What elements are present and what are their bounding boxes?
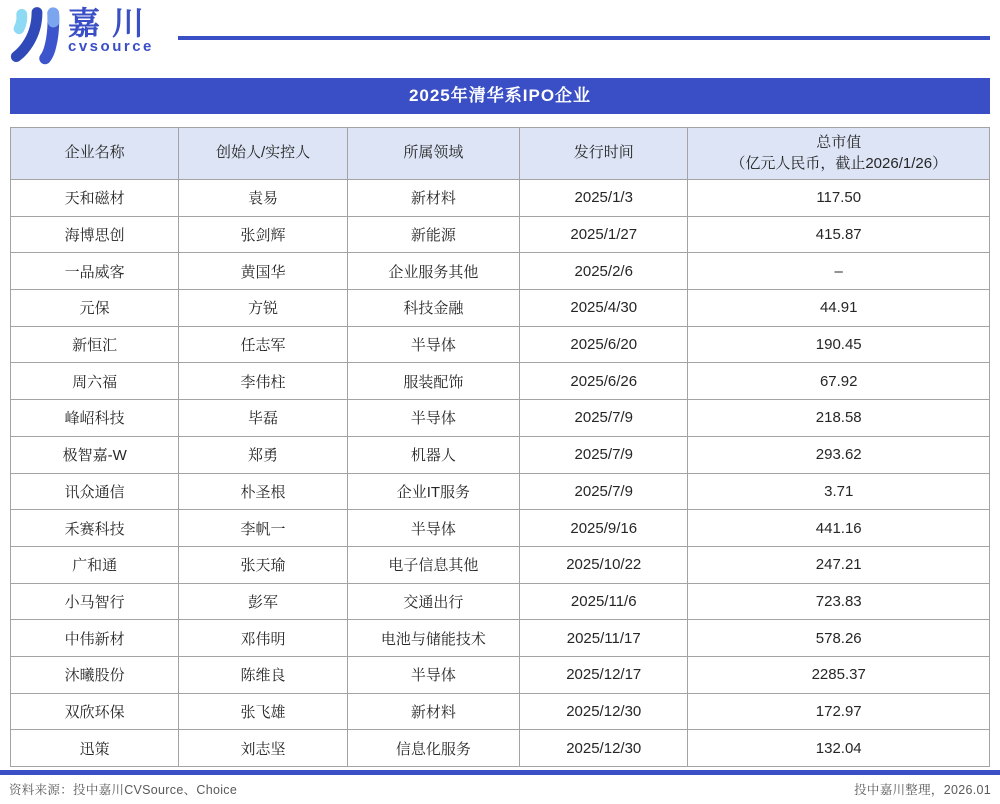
table-cell: 半导体 <box>347 326 519 363</box>
table-cell: 峰岹科技 <box>11 400 179 437</box>
table-cell: 172.97 <box>688 693 990 730</box>
col-header-company: 企业名称 <box>11 128 179 180</box>
table-cell: 2025/7/9 <box>520 473 688 510</box>
table-cell: 袁易 <box>179 180 347 217</box>
table-cell: 迅策 <box>11 730 179 767</box>
table-cell: 441.16 <box>688 510 990 547</box>
brand-header <box>0 0 1000 78</box>
table-cell: 2025/12/30 <box>520 693 688 730</box>
table-cell: 元保 <box>11 290 179 327</box>
table-row <box>11 620 990 657</box>
cvsource-logo-icon <box>10 5 64 65</box>
market-cap-header-line1: 总市值 <box>816 134 862 152</box>
table-cell: 黄国华 <box>179 253 347 290</box>
table-cell: 李帆一 <box>179 510 347 547</box>
table-cell: 293.62 <box>688 436 990 473</box>
table-cell: 2025/1/3 <box>520 180 688 217</box>
table-cell: 2025/6/20 <box>520 326 688 363</box>
table-cell: 578.26 <box>688 620 990 657</box>
table-row <box>11 583 990 620</box>
table-row <box>11 473 990 510</box>
table-cell: 企业IT服务 <box>347 473 519 510</box>
table-row <box>11 510 990 547</box>
col-header-ipo-date: 发行时间 <box>520 128 688 180</box>
table-cell: 小马智行 <box>11 583 179 620</box>
table-cell: 刘志坚 <box>179 730 347 767</box>
table-cell: 天和磁材 <box>11 180 179 217</box>
table-cell: 企业服务其他 <box>347 253 519 290</box>
table-row <box>11 730 990 767</box>
market-cap-header-line2: （亿元人民币，截止2026/1/26） <box>730 154 948 172</box>
table-cell: 2025/9/16 <box>520 510 688 547</box>
table-row <box>11 546 990 583</box>
table-cell: 半导体 <box>347 510 519 547</box>
logo-en-text: cvsource <box>68 37 154 55</box>
table-cell: 周六福 <box>11 363 179 400</box>
table-cell: 新能源 <box>347 216 519 253</box>
table-cell: 张剑辉 <box>179 216 347 253</box>
table-cell: 2025/11/6 <box>520 583 688 620</box>
table-cell: 415.87 <box>688 216 990 253</box>
table-header <box>11 128 990 180</box>
table-cell: 科技金融 <box>347 290 519 327</box>
table-body <box>11 180 990 767</box>
table-cell: 双欣环保 <box>11 693 179 730</box>
footer <box>0 775 1000 798</box>
col-header-market-cap <box>688 128 990 180</box>
table-cell: 2025/7/9 <box>520 400 688 437</box>
table-cell: 极智嘉-W <box>11 436 179 473</box>
table-cell: 张飞雄 <box>179 693 347 730</box>
cvsource-logo <box>10 5 156 65</box>
table-cell: 禾赛科技 <box>11 510 179 547</box>
data-source-note: 资料来源：投中嘉川CVSource、Choice <box>9 783 238 797</box>
table-row <box>11 216 990 253</box>
table-cell: 723.83 <box>688 583 990 620</box>
table-cell: 新材料 <box>347 180 519 217</box>
table-row <box>11 253 990 290</box>
table-cell: 毕磊 <box>179 400 347 437</box>
table-cell: 方锐 <box>179 290 347 327</box>
table-row <box>11 290 990 327</box>
ipo-table <box>10 127 990 767</box>
col-header-sector: 所属领域 <box>347 128 519 180</box>
table-cell: 2025/12/30 <box>520 730 688 767</box>
table-cell: 机器人 <box>347 436 519 473</box>
table-row <box>11 436 990 473</box>
table-cell: 彭军 <box>179 583 347 620</box>
table-cell: 中伟新材 <box>11 620 179 657</box>
credit-note: 投中嘉川整理，2026.01 <box>854 783 991 797</box>
table-cell: 3.71 <box>688 473 990 510</box>
table-cell: 广和通 <box>11 546 179 583</box>
logo-cn-text: 嘉川 <box>68 5 157 41</box>
logo-text-block <box>68 5 156 55</box>
table-cell: 2025/1/27 <box>520 216 688 253</box>
table-cell: 2025/6/26 <box>520 363 688 400</box>
table-cell: – <box>688 253 990 290</box>
table-cell: 沐曦股份 <box>11 656 179 693</box>
table-cell: 朴圣根 <box>179 473 347 510</box>
table-cell: 218.58 <box>688 400 990 437</box>
table-cell: 132.04 <box>688 730 990 767</box>
table-cell: 电子信息其他 <box>347 546 519 583</box>
table-row <box>11 326 990 363</box>
table-cell: 67.92 <box>688 363 990 400</box>
table-cell: 张天瑜 <box>179 546 347 583</box>
table-cell: 2025/7/9 <box>520 436 688 473</box>
table-cell: 郑勇 <box>179 436 347 473</box>
table-cell: 任志军 <box>179 326 347 363</box>
table-cell: 一品威客 <box>11 253 179 290</box>
table-cell: 2025/4/30 <box>520 290 688 327</box>
table-cell: 陈维良 <box>179 656 347 693</box>
table-cell: 2025/12/17 <box>520 656 688 693</box>
table-cell: 半导体 <box>347 656 519 693</box>
table-cell: 2025/11/17 <box>520 620 688 657</box>
table-cell: 2025/10/22 <box>520 546 688 583</box>
table-row <box>11 180 990 217</box>
table-cell: 190.45 <box>688 326 990 363</box>
page-title: 2025年清华系IPO企业 <box>10 78 990 114</box>
table-cell: 讯众通信 <box>11 473 179 510</box>
col-header-founder: 创始人/实控人 <box>179 128 347 180</box>
table-cell: 海博思创 <box>11 216 179 253</box>
table-cell: 44.91 <box>688 290 990 327</box>
table-cell: 半导体 <box>347 400 519 437</box>
table-cell: 邓伟明 <box>179 620 347 657</box>
table-cell: 李伟柱 <box>179 363 347 400</box>
table-cell: 信息化服务 <box>347 730 519 767</box>
table-cell: 新恒汇 <box>11 326 179 363</box>
table-cell: 247.21 <box>688 546 990 583</box>
table-cell: 电池与储能技术 <box>347 620 519 657</box>
table-header-row <box>11 128 990 180</box>
table-row <box>11 656 990 693</box>
table-cell: 交通出行 <box>347 583 519 620</box>
table-cell: 2285.37 <box>688 656 990 693</box>
table-cell: 117.50 <box>688 180 990 217</box>
table-row <box>11 693 990 730</box>
header-rule-line <box>178 36 990 40</box>
table-cell: 2025/2/6 <box>520 253 688 290</box>
table-cell: 服装配饰 <box>347 363 519 400</box>
table-cell: 新材料 <box>347 693 519 730</box>
table-row <box>11 400 990 437</box>
table-row <box>11 363 990 400</box>
